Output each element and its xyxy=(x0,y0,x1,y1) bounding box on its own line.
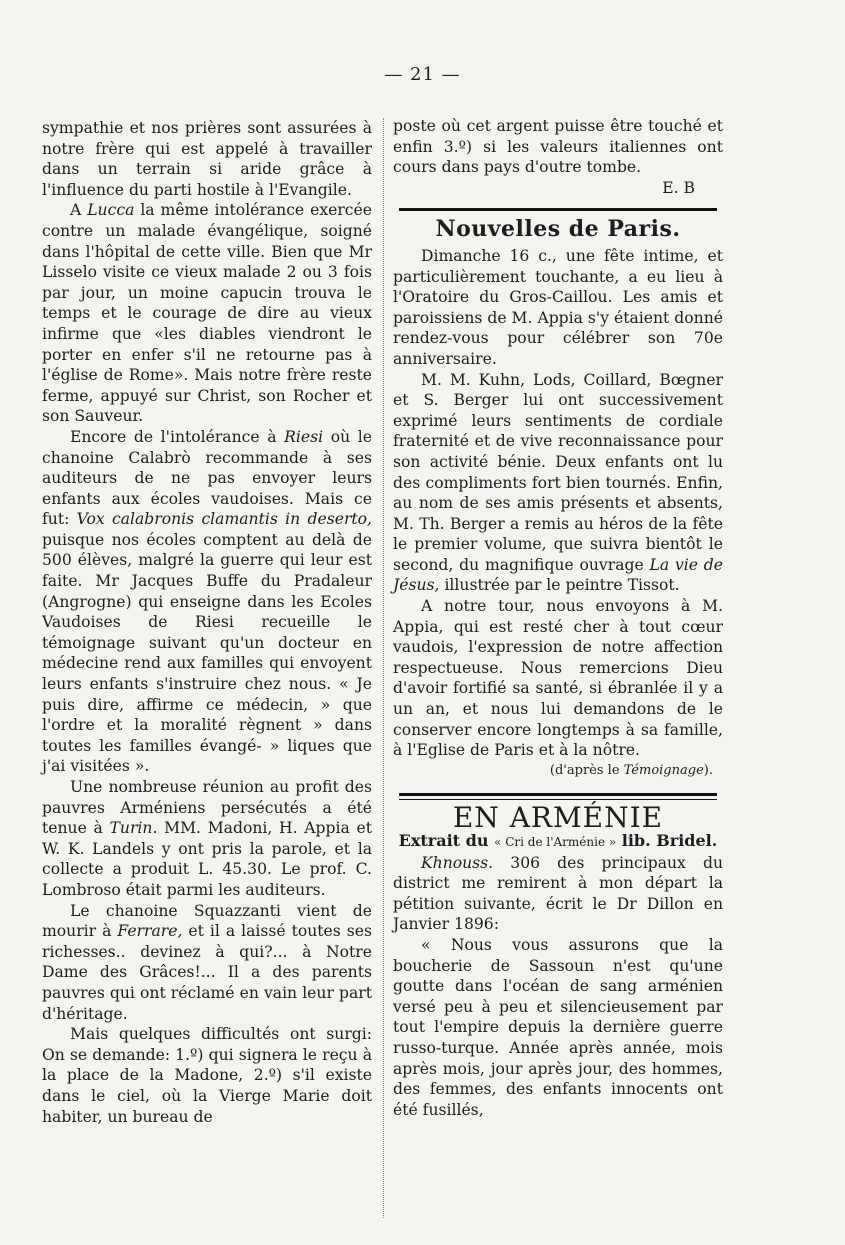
column-divider xyxy=(383,118,384,1218)
extract-line: Extrait du « Cri de l'Arménie » lib. Bridel. xyxy=(398,831,718,850)
paragraph: poste où cet argent puisse être touché et enfin 3.º) si les valeurs italiennes ont cours dans pays d'outre tombe. xyxy=(393,117,723,177)
place-name: Khnouss. xyxy=(421,853,494,872)
signature: E. B xyxy=(662,178,695,197)
paragraph: Encore de l'intolérance à Riesi où le chanoine Calabrò recommande à ses auditeurs de ne pas envoyer leurs enfants aux écoles vaudoises. Mais ce fut: Vox calabronis clamantis in deserto, puisque nos écoles comptent au delà de 500 élèves, malgré la guerre qui leur est faite. Mr Jacques Buffe du Pradaleur (Angrogne) qui enseigne dans les Ecoles Vaudoises de Riesi recueille le témoignage suivant qu'un docteur en médecine rend aux familles qui envoyent leurs enfants s'instruire chez nous. « Je puis dire, affirme ce médecin, » que l'ordre et la moralité règnent » dans toutes les familles évangé- » liques que j'ai visitées ». xyxy=(42,427,373,776)
source-note: (d'après le Témoignage). xyxy=(549,762,713,778)
section-heading-armenie: EN ARMÉNIE xyxy=(452,801,664,835)
page-number: — 21 — xyxy=(384,64,461,85)
right-column xyxy=(393,116,723,1120)
section-heading-paris: Nouvelles de Paris. xyxy=(435,216,681,243)
paragraph: A notre tour, nous envoyons à M. Appia, qui est resté cher à tout cœur vaudois, l'expression de notre affection respectueuse. Nous remercions Dieu d'avoir fortifié sa santé, si ébranlée il y a un an, et nous lui demandons de le conserver encore longtemps à sa famille, à l'Eglise de Paris et à la nôtre. xyxy=(393,597,723,760)
paragraph: Dimanche 16 c., une fête intime, et particulièrement touchante, a eu lieu à l'Oratoire du Gros-Caillou. Les amis et paroissiens de M. Appia s'y étaient donné rendez-vous pour célébrer son 70e anniversaire. xyxy=(393,246,723,368)
paragraph: Mais quelques difficultés ont surgi: On se demande: 1.º) qui signera le reçu à la place de la Madone, 2.º) s'il existe dans le ciel, où la Vierge Marie doit habiter, un bureau de xyxy=(42,1025,372,1126)
paragraph: sympathie et nos prières sont assurées à notre frère qui est appelé à travailler dans un terrain si aride grâce à l'influence du parti hostile à l'Evangile. xyxy=(42,119,372,199)
section-rule xyxy=(399,208,717,211)
left-column xyxy=(42,118,372,1127)
place-name: Lucca xyxy=(87,201,135,220)
paragraph: « Nous vous assurons que la boucherie de Sassoun n'est qu'une goutte dans l'océan de sang arménien versé peu à peu et silencieusement par tout l'empire depuis la dernière guerre russo-turque. Année après année, mois après mois, jour après jour, des hommes, des femmes, des enfants innocents ont été fusillés, xyxy=(393,935,723,1119)
place-name: Ferrare, xyxy=(117,922,183,941)
paragraph: A Lucca la même intolérance exercée contre un malade évangélique, soigné dans l'hôpital de cette ville. Bien que Mr Lisselo visite ce vieux malade 2 ou 3 fois par jour, un moine capucin trouva le temps et le courage de dire au vieux infirme que «les diables viendront le porter en enfer s'il ne retourne pas à l'église de Rome». Mais notre frère reste ferme, appuyé sur Christ, son Rocher et son Sauveur. xyxy=(42,201,372,426)
latin-quote: Vox calabronis clamantis in deserto, xyxy=(76,510,373,529)
paragraph: Khnouss. 306 des principaux du district me remirent à mon départ la pétition suivante, écrit le Dr Dillon en Janvier 1896: xyxy=(393,853,723,934)
paragraph: Le chanoine Squazzanti vient de mourir à Ferrare, et il a laissé toutes ses richesses.. devinez à qui?... à Notre Dame des Grâces!... Il a des parents pauvres qui ont réclamé en vain leur part d'héritage. xyxy=(42,901,372,1023)
section-rule xyxy=(399,793,717,800)
paragraph: M. M. Kuhn, Lods, Coillard, Bœgner et S. Berger lui ont successivement exprimé leurs sentiments de cordiale fraternité et de vive reconnaissance pour son activité bénie. Deux enfants ont lu des compliments fort bien tournés. Enfin, au nom de ses amis présents et absents, M. Th. Berger a remis au héros de la fête le premier volume, que suivra bientôt le second, du magnifique ouvrage La vie de Jésus, illustrée par le peintre Tissot. xyxy=(393,370,723,595)
paragraph: Une nombreuse réunion au profit des pauvres Arméniens persécutés a été tenue à Turin. MM. Madoni, H. Appia et W. K. Landels y ont pris la parole, et la collecte a produit L. 45.30. Le prof. C. Lombroso était parmi les auditeurs. xyxy=(42,778,372,899)
place-name: Riesi xyxy=(284,427,324,446)
book-title: La vie de Jésus, xyxy=(393,555,723,595)
place-name: Turin. xyxy=(109,819,158,838)
